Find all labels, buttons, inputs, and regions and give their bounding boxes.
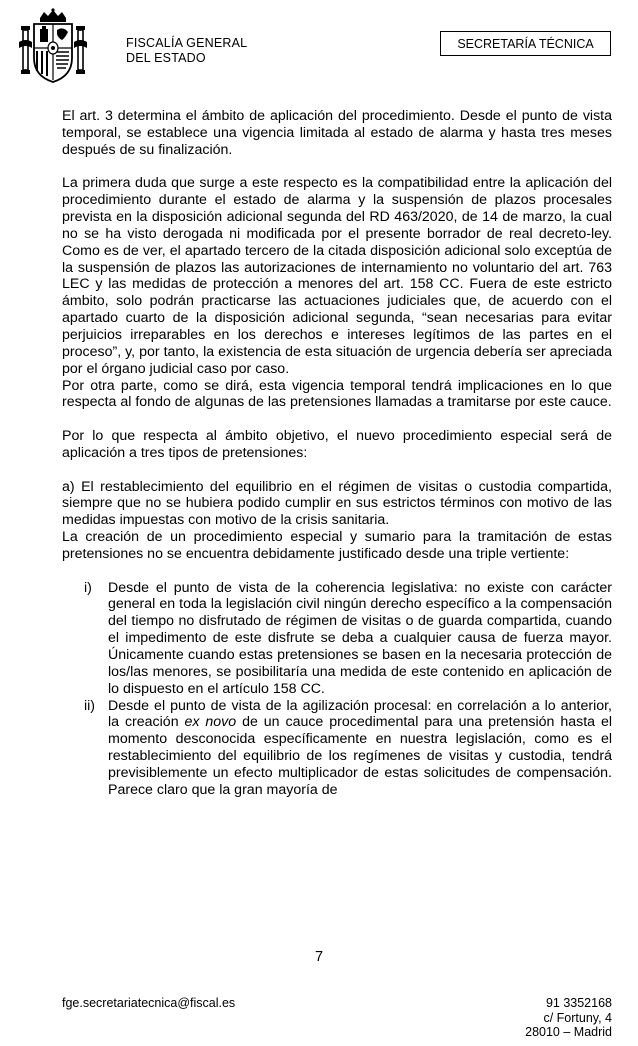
organization-name <box>126 36 247 66</box>
paragraph-first-doubt: La primera duda que surge a este respecto es la compatibilidad entre la aplicación del procedimiento durante el estado de alarma y la suspensión de plazos procesales prevista en la disposición adicional segunda del RD 463/2020, de 14 de marzo, la cual no se ha visto derogada ni modificada por el presente borrador de real decreto-ley. Como es de ver, el apartado tercero de la citada disposición adicional solo exceptúa de la suspensión de plazos las autorizaciones de internamiento no voluntario del art. 763 LEC y las medidas de protección a menores del art. 158 CC. Fuera de este estricto ámbito, solo podrán practicarse las actuaciones judiciales que, de acuerdo con el apartado cuarto de la disposición adicional segunda, “sean necesarias para evitar perjuicios irreparables en los derechos e intereses legítimos de las partes en el proceso”, y, por tanto, la existencia de esta situación de urgencia debería ser apreciada por el órgano judicial caso por caso. <box>62 175 612 377</box>
paragraph-justification: La creación de un procedimiento especial y sumario para la tramitación de estas pretensiones no se encuentra debidamente justificado desde una triple vertiente: <box>62 529 612 562</box>
list-item <box>62 698 612 799</box>
footer-address <box>525 996 612 1040</box>
list-item-text: Desde el punto de vista de la coherencia legislativa: no existe con carácter general en toda la legislación civil ningún derecho específico a la compensación del tiempo no disfrutado de régimen de visitas o de guarda compartida, cuando el impedimento de este disfrute se deba a cualquier causa de fuerza mayor. Únicamente cuando estas pretensiones se basen en la necesaria protección de los/las menores, se posibilitaría una medida de este contenido en aplicación de lo dispuesto en el artículo 158 CC. <box>108 579 612 697</box>
paragraph-temporal-validity: Por otra parte, como se dirá, esta vigencia temporal tendrá implicaciones en lo que respecta al fondo de algunas de las pretensiones llamadas a tramitarse por este cauce. <box>62 377 612 411</box>
latin-term: ex novo <box>184 714 237 731</box>
page-number: 7 <box>314 949 324 965</box>
footer-email[interactable]: fge.secretariatecnica@fiscal.es <box>62 996 236 1010</box>
footer-city: 28010 – Madrid <box>525 1025 612 1039</box>
section-label: SECRETARÍA TÉCNICA <box>440 31 611 56</box>
list-item <box>62 580 612 698</box>
list-item-number: i) <box>84 579 92 596</box>
organization-name-line2: DEL ESTADO <box>126 51 206 65</box>
document-body <box>62 108 612 799</box>
organization-name-line1: FISCALÍA GENERAL <box>126 36 248 50</box>
footer-phone: 91 3352168 <box>545 996 612 1010</box>
paragraph-visit-regime: a) El restablecimiento del equilibrio en el régimen de visitas o custodia compartida, siempre que no se hubiera podido cumplir en sus estrictos términos con motivo de las medidas impuestas con motivo de la crisis sanitaria. <box>62 478 612 529</box>
footer-street: c/ Fortuny, 4 <box>543 1010 612 1025</box>
numbered-list <box>62 580 612 799</box>
paragraph-scope: El art. 3 determina el ámbito de aplicación del procedimiento. Desde el punto de vista temporal, se establece una vigencia limitada al estado de alarma y hasta tres meses después de su finalización. <box>62 108 612 158</box>
coat-of-arms-icon <box>18 8 88 84</box>
list-item-text: Desde el punto de vista de la agilización procesal: en correlación a lo anterior, la creación ex novo de un cauce procedimental para una pretensión hasta el momento desconocida específicamente en nuestra legislación, como es el restablecimiento del equilibrio de los regímenes de visitas y custodia, tendrá previsiblemente un efecto multiplicador de estas solicitudes de compensación. Parece claro que la gran mayoría de <box>108 697 612 798</box>
list-item-number: ii) <box>84 697 96 714</box>
paragraph-objective-scope: Por lo que respecta al ámbito objetivo, el nuevo procedimiento especial será de aplicación a tres tipos de pretensiones: <box>62 428 612 461</box>
